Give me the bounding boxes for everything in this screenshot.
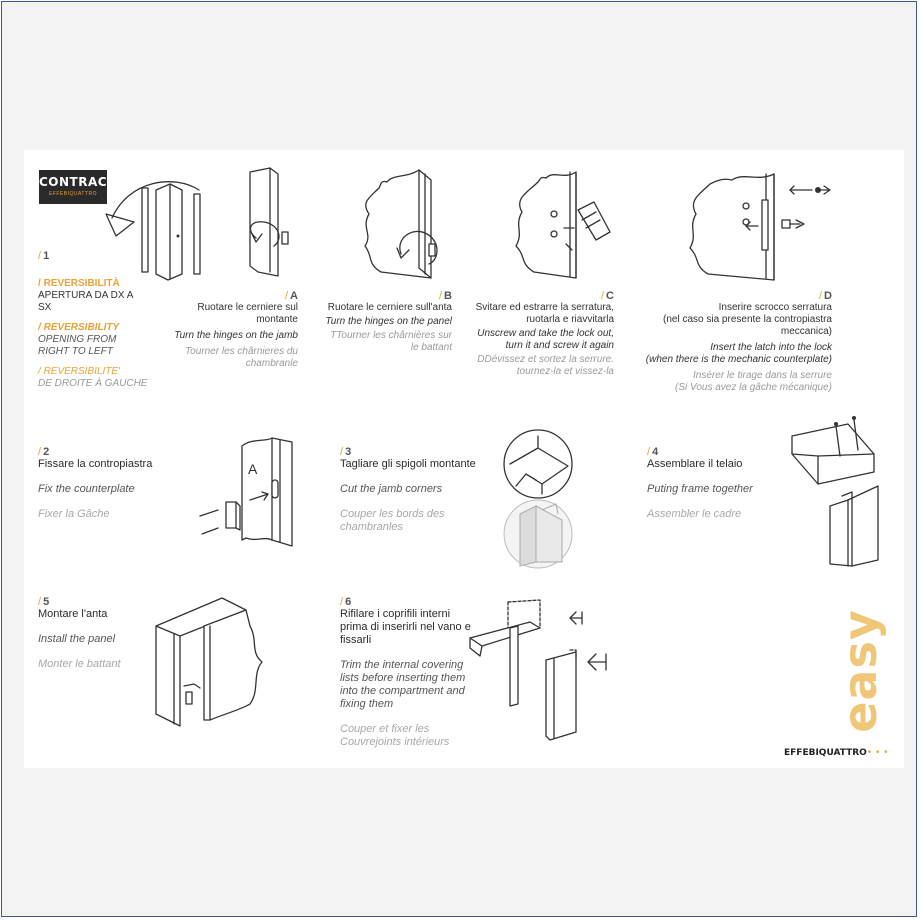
easy-logo: easy	[833, 609, 887, 733]
step-4-text: / 4 Assemblare il telaio Puting frame together Assembler le cadre	[647, 446, 797, 521]
step-c-text	[474, 302, 614, 378]
step-6-it: Rifilare i coprifili interni prima di inserirli nel vano e fissarli	[340, 608, 471, 646]
step-b-en: Turn the hinges on the panel	[325, 316, 452, 327]
step-5-text: / 5 Montare l'anta Install the panel Monter le battant	[38, 596, 158, 671]
step-2-text: / 2 Fissare la contropiastra Fix the counterplate Fixer la Gâche	[38, 446, 188, 521]
instruction-sheet	[24, 150, 904, 768]
reversibility-title-it: REVERSIBILITÀ	[43, 278, 120, 289]
step-b-number: / B	[438, 290, 452, 302]
step-d-illustration	[686, 170, 836, 280]
step-1-text: / REVERSIBILITÀ APERTURA DA DX A SX / REVERSIBILITY OPENING FROM RIGHT TO LEFT / REVERSIBILITE' DE DROITE À GAUCHE	[38, 278, 148, 389]
step-a-en: Turn the hinges on the jamb	[174, 330, 298, 341]
step-3-en: Cut the jamb corners	[340, 483, 443, 495]
step-3-illustration	[502, 430, 582, 580]
step-d-text	[614, 302, 832, 394]
step-4-en: Puting frame together	[647, 483, 753, 495]
step-6-en: Trim the internal covering lists before inserting them into the compartment and fixing them	[340, 659, 466, 710]
step-5-illustration	[154, 596, 266, 732]
step-c-illustration	[510, 168, 625, 278]
step-3-fr: Couper les bords des chambranles	[340, 508, 445, 533]
step-d-it1: Inserire scrocco serratura	[718, 302, 832, 313]
step-b-text	[324, 302, 452, 354]
logo-sub: EFFEBIQUATTRO	[48, 191, 98, 197]
door-reversal-illustration	[104, 178, 234, 278]
step-6-illustration	[466, 598, 610, 744]
step-2-en: Fix the counterplate	[38, 483, 135, 495]
step-a-number: / A	[284, 290, 298, 302]
step-b-fr: TTourner les chârnières sur le battant	[330, 330, 452, 353]
step-4-illustration	[782, 416, 886, 572]
step-2-it: Fissare la contropiastra	[38, 458, 153, 470]
step-d-number: / D	[818, 290, 832, 302]
step-5-en: Install the panel	[38, 633, 116, 645]
reversibility-sub-fr: DE DROITE À GAUCHE	[38, 378, 148, 389]
arrow-left-icon	[570, 612, 582, 624]
step-b-it: Ruotare le cerniere sull'anta	[327, 302, 452, 313]
step-3-it: Tagliare gli spigoli montante	[340, 458, 476, 470]
step-a-text	[174, 302, 298, 370]
step-c-fr: DDévissez et sortez la serrure. tournez-la et vissez-la	[477, 354, 614, 377]
step-a-illustration	[244, 168, 314, 278]
step-d-en1: Insert the latch into the lock	[710, 342, 832, 353]
step-3-text: / 3 Tagliare gli spigoli montante Cut the jamb corners Couper les bords des chambranles	[340, 446, 496, 534]
step-c-en: Unscrew and take the lock out, turn it and screw it again	[477, 328, 614, 351]
logo-main: CONTRACT	[39, 175, 116, 189]
step-b-illustration	[359, 168, 464, 278]
arrow-curved-icon	[106, 214, 134, 236]
step-5-fr: Monter le battant	[38, 658, 121, 670]
step-4-fr: Assembler le cadre	[647, 508, 742, 520]
effebiquattro-brand: EFFEBIQUATTRO• • •	[784, 748, 889, 758]
step-2-illustration	[196, 436, 306, 546]
step-2-fr: Fixer la Gâche	[38, 508, 110, 520]
label-a: A	[248, 461, 258, 477]
step-6-text: / 6 Rifilare i coprifili interni prima di inserirli nel vano e fissarli Trim the internal covering lists before inserting them into the compartment and fixing them Couper et fixer les Couvrejoints intérieurs	[340, 596, 480, 749]
step-d-fr1: Insérer le tirage dans la serrure	[693, 370, 832, 381]
arrow-left-icon	[588, 654, 606, 670]
step-a-it: Ruotare le cerniere sul montante	[197, 302, 298, 325]
step-c-number: / C	[600, 290, 614, 302]
step-d-en2: (when there is the mechanic counterplate)	[645, 354, 832, 365]
step-a-fr: Tourner les chârnieres du chambranle	[184, 346, 298, 369]
reversibility-title-en: REVERSIBILITY	[43, 322, 120, 333]
reversibility-sub-it: APERTURA DA DX A SX	[38, 290, 133, 313]
contract-logo	[39, 170, 116, 204]
step-d-it2: (nel caso sia presente la contropiastra meccanica)	[663, 314, 832, 337]
step-1-number: / 1	[38, 250, 50, 262]
reversibility-sub-en: OPENING FROM RIGHT TO LEFT	[38, 334, 117, 357]
step-5-it: Montare l'anta	[38, 608, 108, 620]
step-6-fr: Couper et fixer les Couvrejoints intérieurs	[340, 723, 450, 748]
step-d-fr2: (Si Vous avez la gâche mécanique)	[675, 382, 832, 393]
step-4-it: Assemblare il telaio	[647, 458, 743, 470]
reversibility-title-fr: REVERSIBILITE'	[43, 366, 120, 377]
step-c-it: Svitare ed estrarre la serratura, ruotarla e riavvitarla	[475, 302, 614, 325]
